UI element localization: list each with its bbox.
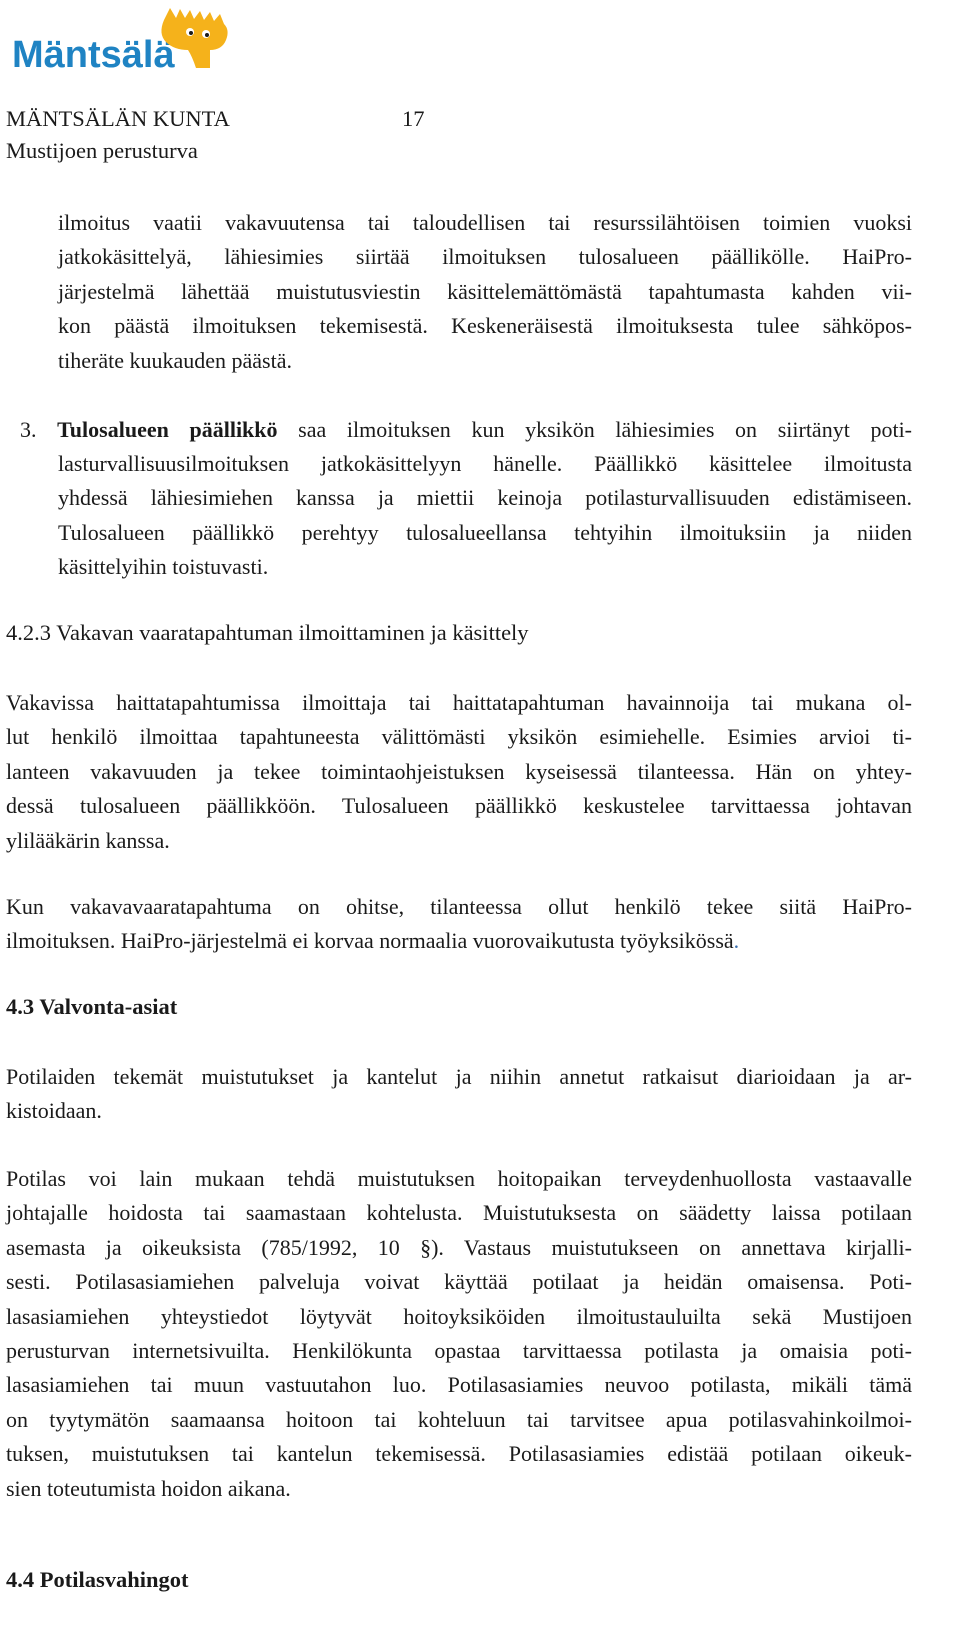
trailing-dot: . (733, 928, 740, 954)
header-unit: Mustijoen perusturva (6, 138, 198, 163)
text-fragment: saa ilmoituksen kun yksikön lähiesimies on siirtänyt poti- (277, 417, 913, 442)
text-line: dessä tulosalueen päällikköön. Tulosalueen päällikkö keskustelee tarvittaessa johtavan (6, 793, 912, 819)
text-line: jatkokäsittelyä, lähiesimies siirtää ilmoituksen tulosalueen päällikölle. HaiPro- (58, 244, 912, 270)
text-line: lut henkilö ilmoittaa tapahtuneesta välittömästi yksikön esimiehelle. Esimies arvioi ti- (6, 724, 912, 750)
header-organization: MÄNTSÄLÄN KUNTA (6, 106, 230, 131)
text-line: Vakavissa haittatapahtumissa ilmoittaja tai haittatapahtuman havainnoija tai mukana ol- (6, 690, 912, 715)
text-line: lasasiamiehen tai muun vastuutahon luo. Potilasasiamies neuvoo potilasta, mikäli tämä (6, 1372, 912, 1398)
text-line: lasasiamiehen yhteystiedot löytyvät hoitoyksiköiden ilmoitustauluilta sekä Mustijoen (6, 1303, 912, 1329)
text-line: Tulosalueen päällikkö perehtyy tulosalueellansa tehtyihin ilmoituksiin ja niiden (58, 519, 912, 545)
section-heading-4-3: 4.3 Valvonta-asiat (6, 994, 178, 1019)
bold-term: Tulosalueen päällikkö (57, 417, 278, 442)
text-line: Potilas voi lain mukaan tehdä muistutuksen hoitopaikan terveydenhuollosta vastaavalle (6, 1166, 912, 1191)
logo-text: Mäntsälä (12, 34, 175, 76)
paragraph (6, 686, 912, 858)
text-line: yhdessä lähiesimiehen kanssa ja miettii keinoja potilasturvallisuuden edistämiseen. (58, 485, 912, 511)
text-line: kon päästä ilmoituksen tekemisestä. Keskeneräisestä ilmoituksesta tulee sähköpos- (58, 313, 912, 339)
text-line: ylilääkärin kanssa. (6, 827, 170, 853)
page-number: 17 (402, 106, 425, 131)
text-line: lanteen vakavuuden ja tekee toimintaohjeistuksen kyseisessä tilanteessa. Hän on yhtey- (6, 758, 912, 784)
text-line: lasturvallisuusilmoituksen jatkokäsittelyyn hänelle. Päällikkö käsittelee ilmoitusta (58, 451, 912, 476)
paragraph-continuation (58, 206, 912, 378)
text-line: Potilaiden tekemät muistutukset ja kantelut ja niihin annetut ratkaisut diarioidaan ja ar- (6, 1064, 912, 1089)
text-line: asemasta ja oikeuksista (785/1992, 10 §). Vastaus muistutukseen on annettava kirjalli- (6, 1234, 912, 1260)
mantsala-logo (6, 6, 236, 74)
paragraph (6, 890, 912, 959)
text-line: johtajalle hoidosta tai saamastaan kohtelusta. Muistutuksesta on säädetty laissa potilaan (6, 1200, 912, 1226)
paragraph (6, 1162, 912, 1506)
text-line: tuksen, muistutuksen tai kantelun tekemisessä. Potilasasiamies edistää potilaan oikeuk- (6, 1441, 912, 1467)
list-number: 3. (20, 417, 37, 442)
text-line: tiheräte kuukauden päästä. (58, 347, 292, 373)
section-heading-4-2-3: 4.2.3 Vakavan vaaratapahtuman ilmoittaminen ja käsittely (6, 620, 529, 645)
text-fragment: ilmoituksen. HaiPro-järjestelmä ei korvaa normaalia vuorovaikutusta työyksikössä (6, 928, 734, 954)
list-item-3-body (58, 447, 912, 585)
text-line: sesti. Potilasasiamiehen palveluja voivat käyttää potilaat ja heidän omaisensa. Poti- (6, 1269, 912, 1295)
text-line: perusturvan internetsivuilta. Henkilökunta opastaa tarvittaessa potilasta ja omaisia poti- (6, 1338, 912, 1364)
text-line (6, 924, 912, 958)
text-line: on tyytymätön saamaansa hoitoon tai kohteluun tai tarvitsee apua potilasvahinkoilmoi- (6, 1406, 912, 1432)
text-line: käsittelyihin toistuvasti. (58, 554, 269, 580)
text-line: kistoidaan. (6, 1098, 102, 1124)
text-line: järjestelmä lähettää muistutusviestin käsittelemättömästä tapahtumasta kahden vii- (58, 278, 912, 304)
text-line: sien toteutumista hoidon aikana. (6, 1475, 291, 1501)
text-line: Kun vakavavaaratapahtuma on ohitse, tilanteessa ollut henkilö tekee siitä HaiPro- (6, 894, 912, 919)
text-line: ilmoitus vaatii vakavuutensa tai taloudellisen tai resurssilähtöisen toimien vuoksi (58, 210, 912, 235)
list-item-3 (20, 413, 912, 447)
moose-antler-icon (154, 6, 234, 70)
section-heading-4-4: 4.4 Potilasvahingot (6, 1567, 189, 1592)
paragraph (6, 1060, 912, 1129)
text-line (20, 413, 912, 447)
